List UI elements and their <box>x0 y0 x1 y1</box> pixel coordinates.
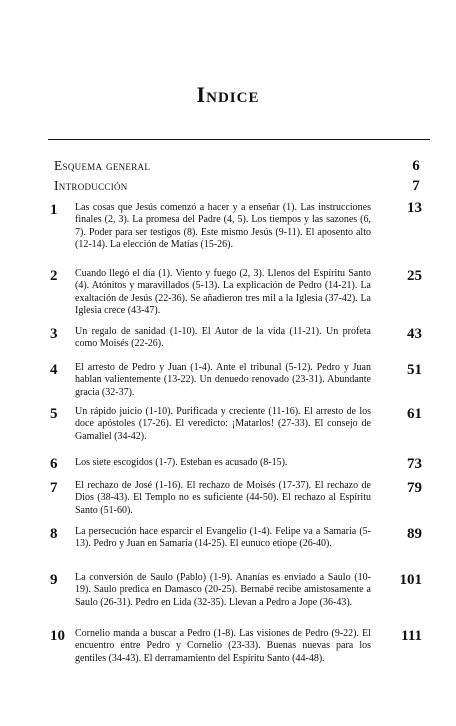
entry-label: Esquema general <box>54 158 151 173</box>
chapter-summary: El rechazo de José (1-16). El rechazo de Moisés (17-37). El rechazo de Dios (38-43). El Templo no es suficiente (44-50). El rechazo al Espíritu Santo (51-60). <box>75 480 371 516</box>
chapter-number: 7 <box>50 480 58 496</box>
entry-page: 6 <box>412 158 420 174</box>
chapter-number: 9 <box>50 572 58 588</box>
chapter-summary: Cuando llegó el día (1). Viento y fuego (2, 3). Llenos del Espíritu Santo (4). Atónitos y maravillados (5-13). La explicación de Pedro (14-21). La exaltación de Jesús (22-36). Se añadieron tres mil a la Iglesia (37-42). La Iglesia crece (43-47). <box>75 268 371 317</box>
chapter-summary: La persecución hace esparcir el Evangelio (1-4). Felipe va a Samaria (5-13). Pedro y Juan en Samaria (14-25). El eunuco etíope (26-40). <box>75 526 371 550</box>
chapter-number: 5 <box>50 406 58 422</box>
chapter-page: 79 <box>407 480 422 496</box>
chapter-page: 43 <box>407 326 422 342</box>
page-title: Indice <box>196 82 260 107</box>
entry-page: 7 <box>412 178 420 194</box>
chapter-summary: Un regalo de sanidad (1-10). El Autor de la vida (11-21). Un profeta como Moisés (22-26). <box>75 326 371 350</box>
title-divider <box>48 139 430 140</box>
chapter-number: 10 <box>50 628 65 644</box>
chapter-summary: Los siete escogidos (1-7). Esteban es acusado (8-15). <box>75 457 288 468</box>
chapter-number: 2 <box>50 268 58 284</box>
chapter-number: 3 <box>50 326 58 342</box>
toc-entry-introduccion <box>54 178 420 194</box>
chapter-summary: Las cosas que Jesús comenzó a hacer y a enseñar (1). Las instrucciones finales (2, 3). La promesa del Padre (4, 5). Los tiempos y las sazones (6, 7). Poder para ser testigos (8). Este mismo Jesús (9-11). El aposento alto (12-14). La elección de Matías (15-26). <box>75 202 371 251</box>
chapter-page: 89 <box>407 526 422 542</box>
chapter-page: 25 <box>407 268 422 284</box>
chapter-number: 4 <box>50 362 58 378</box>
chapter-page: 101 <box>399 572 422 588</box>
chapter-page: 111 <box>401 628 422 644</box>
chapter-page: 61 <box>407 406 422 422</box>
chapter-page: 51 <box>407 362 422 378</box>
chapter-summary: Cornelio manda a buscar a Pedro (1-8). Las visiones de Pedro (9-22). El encuentro entre Pedro y Cornelio (23-33). Buenas nuevas para los gentiles (34-43). El derramamiento del Espíritu Santo (44-48). <box>75 628 371 664</box>
chapter-summary: La conversión de Saulo (Pablo) (1-9). Ananías es enviado a Saulo (10-19). Saulo predica en Damasco (20-25). Bernabé recibe amistosamente a Saulo (26-31). Pedro en Lida (32-35). Llevan a Pedro a Jope (36-43). <box>75 572 371 608</box>
entry-label: Introducción <box>54 178 128 193</box>
chapter-number: 1 <box>50 202 58 218</box>
chapter-page: 73 <box>407 456 422 472</box>
toc-entry-esquema <box>54 158 420 174</box>
chapter-page: 13 <box>407 200 422 216</box>
chapter-summary: El arresto de Pedro y Juan (1-4). Ante el tribunal (5-12). Pedro y Juan hablan valientemente (13-22). Un denuedo renovado (23-31). Abundante gracia (32-37). <box>75 362 371 398</box>
chapter-number: 8 <box>50 526 58 542</box>
chapter-number: 6 <box>50 456 58 472</box>
chapter-summary: Un rápido juicio (1-10). Purificada y creciente (11-16). El arresto de los doce apóstoles (17-26). El veredicto: ¡Matarlos! (27-33). El consejo de Gamaliel (34-42). <box>75 406 371 442</box>
